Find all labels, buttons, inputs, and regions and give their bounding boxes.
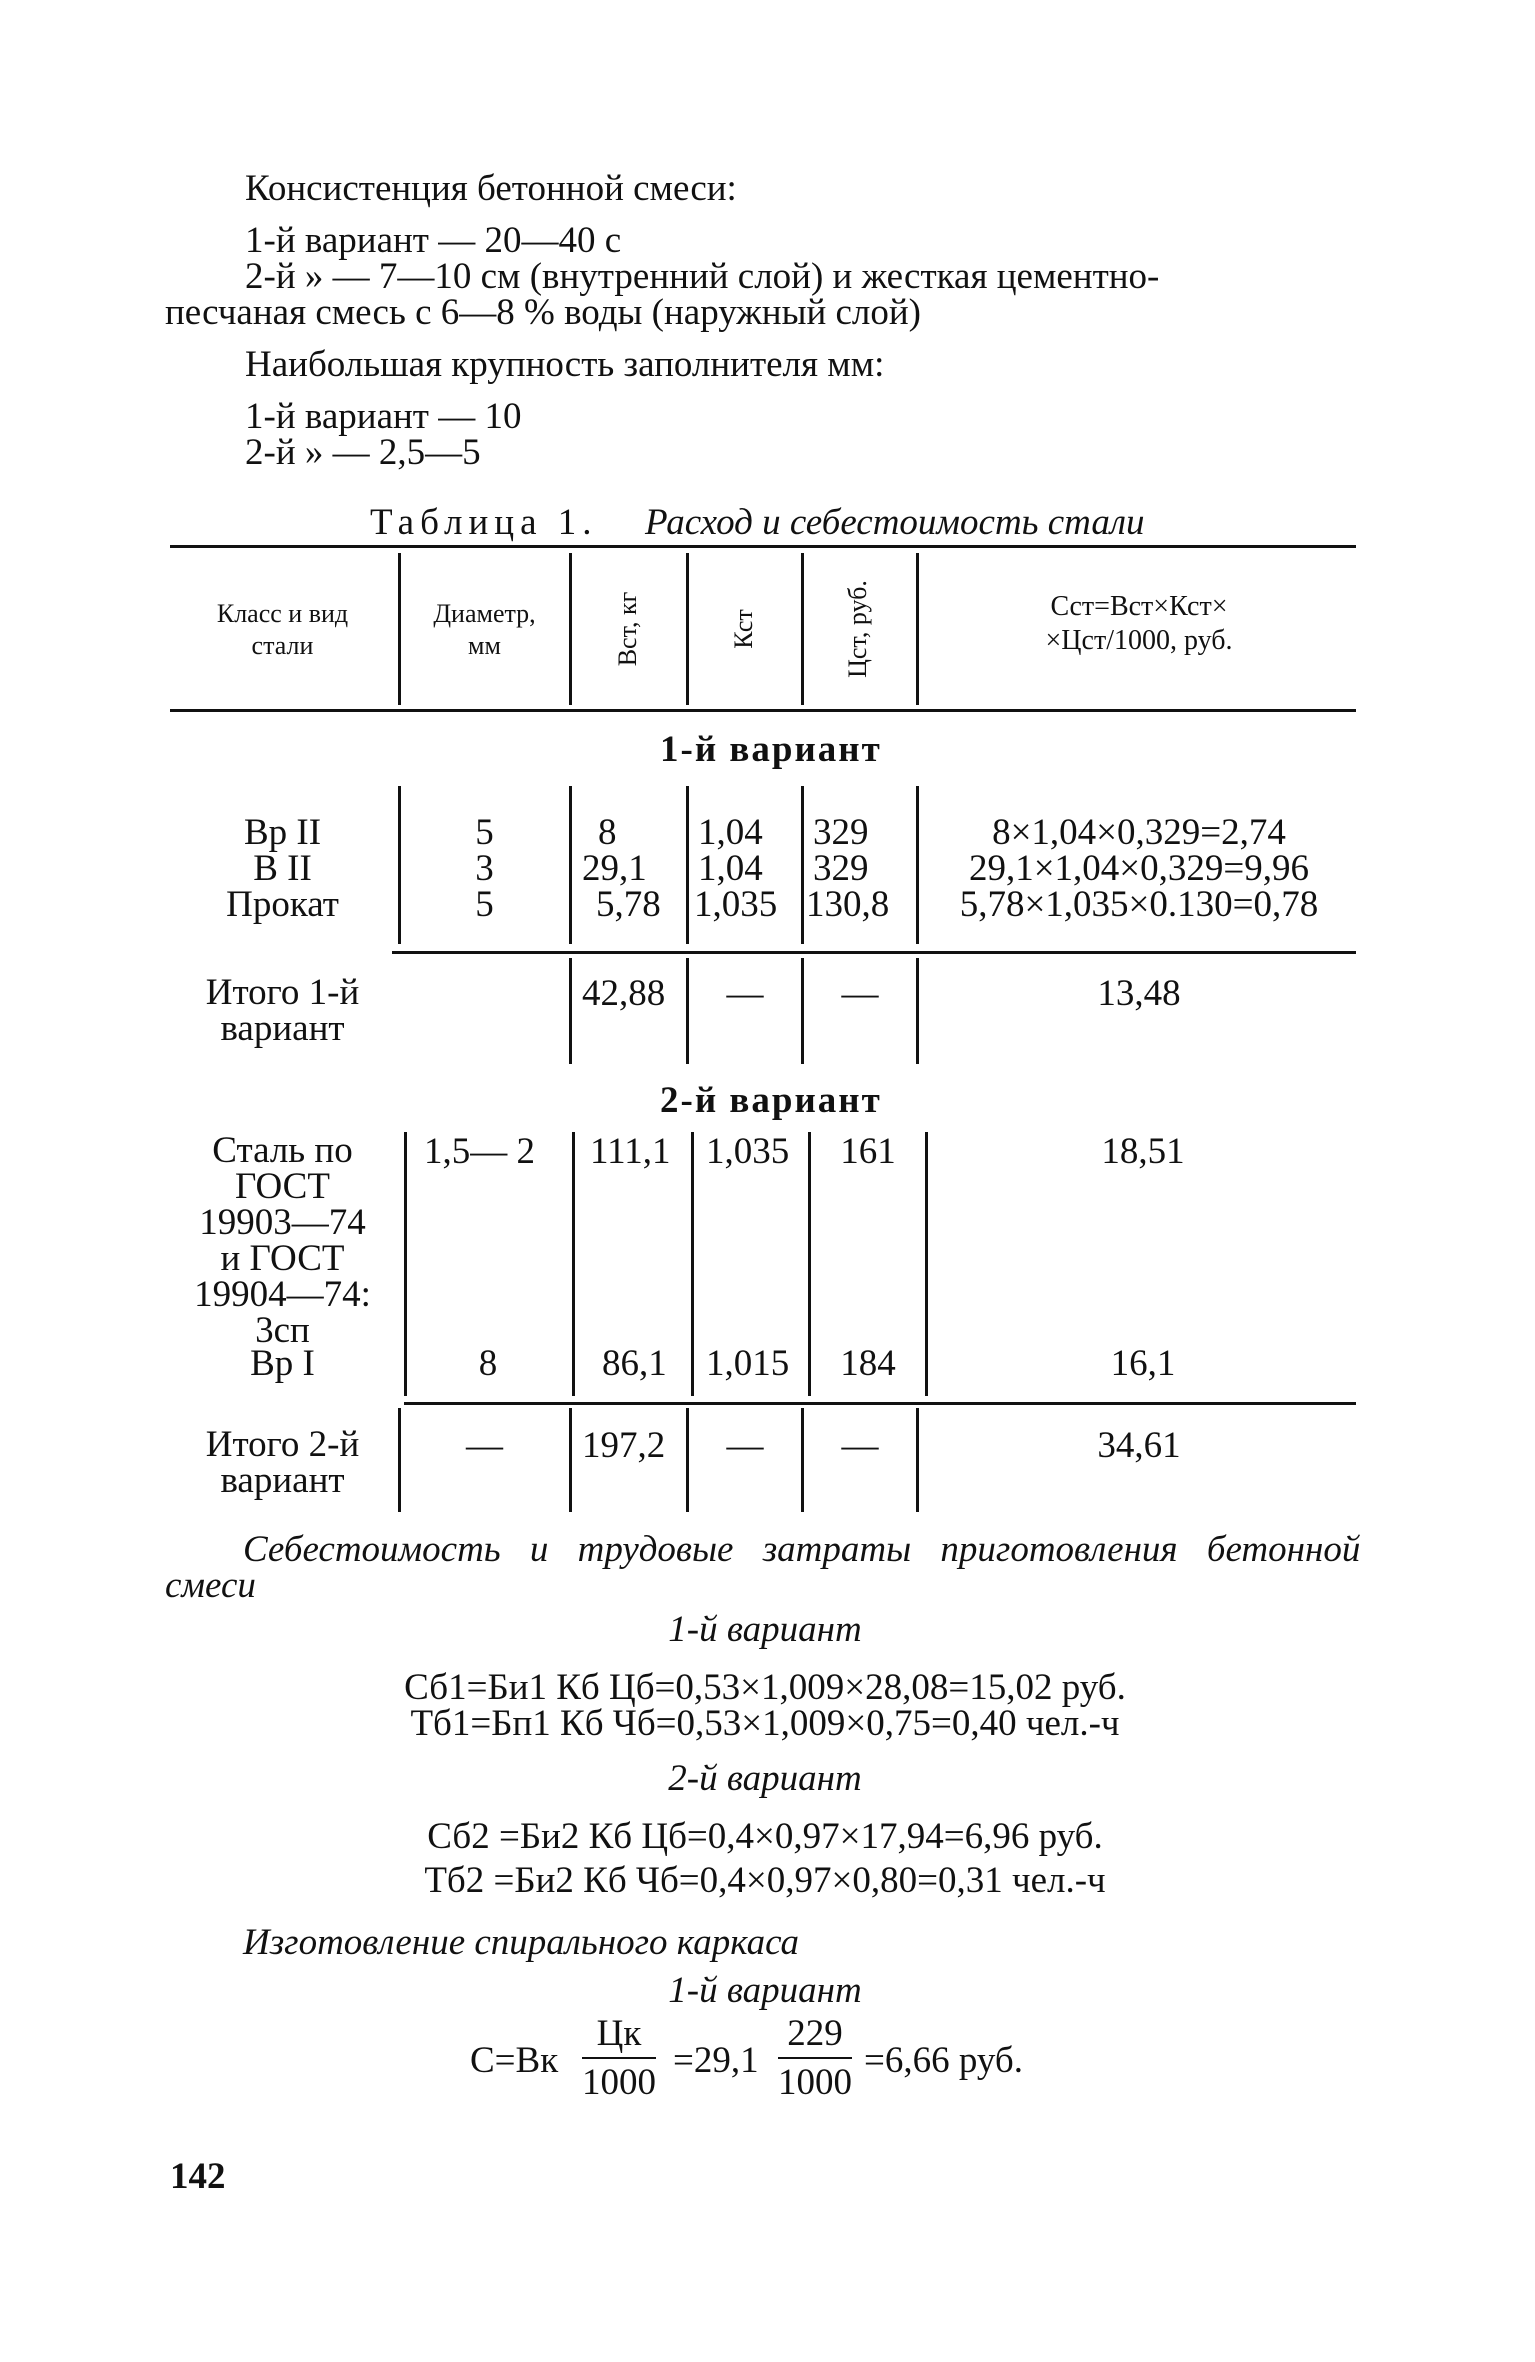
cell-class: Вр I: [250, 1343, 315, 1384]
header-price: Цст, руб.: [843, 580, 872, 678]
page-number: 142: [170, 2156, 226, 2197]
header-weight: Вст, кг: [613, 591, 642, 667]
header-diameter-l1: Диаметр,: [433, 599, 536, 628]
consistency-title: Консистенция бетонной смеси:: [245, 168, 737, 209]
cost-variant2-formula2: Тб2 =Би2 Кб Чб=0,4×0,97×0,80=0,31 чел.-ч: [424, 1860, 1106, 1901]
header-coef: Кст: [729, 609, 758, 649]
cell-price: 329: [813, 848, 869, 889]
aggregate-title: Наибольшая крупность заполнителя мм:: [245, 344, 885, 385]
column-divider: [686, 786, 689, 944]
header-divider: [398, 553, 401, 705]
total1-top-rule: [392, 951, 1356, 954]
total1-coef: —: [726, 973, 764, 1014]
table-caption-prefix: Таблица 1.: [370, 502, 598, 543]
spiral-formula-rhs: =6,66 руб.: [864, 2040, 1023, 2081]
total2-price: —: [841, 1425, 879, 1466]
cell-formula: 16,1: [1110, 1343, 1176, 1384]
cell-coef: 1,015: [706, 1343, 790, 1384]
cell-coef: 1,04: [698, 848, 763, 889]
cell-weight: 86,1: [602, 1343, 667, 1384]
fraction-denominator: 1000: [778, 2062, 852, 2103]
header-divider: [801, 553, 804, 705]
header-formula: [922, 590, 1356, 658]
header-formula-l1: Сст=Вст×Кст×: [1050, 591, 1228, 622]
total1-price: —: [841, 973, 879, 1014]
variant2-consistency-line2: песчаная смесь с 6—8 % воды (наружный слой): [165, 292, 922, 333]
cell-class: Прокат: [226, 884, 339, 925]
column-divider: [398, 786, 401, 944]
cell-class-line: и ГОСТ: [220, 1238, 345, 1279]
column-divider: [925, 1132, 928, 1396]
header-formula-l2: ×Цст/1000, руб.: [1045, 625, 1233, 656]
cell-formula: 5,78×1,035×0.130=0,78: [959, 884, 1319, 925]
total1-label: [170, 972, 395, 1049]
cell-class: Вр II: [243, 812, 322, 853]
cell-price: 130,8: [806, 884, 890, 925]
cost-variant1-title: 1-й вариант: [668, 1609, 862, 1650]
cell-class-line: 19903—74: [199, 1202, 366, 1243]
cell-weight: 8: [598, 812, 617, 853]
spiral-formula-lhs: С=Вк: [470, 2040, 559, 2081]
header-class: [170, 598, 395, 662]
cell-diameter: 5: [475, 884, 494, 925]
column-divider: [398, 1408, 401, 1512]
cell-price: 329: [813, 812, 869, 853]
column-divider: [916, 1408, 919, 1512]
header-diameter-l2: мм: [468, 631, 501, 660]
cell-diameter: 1,5— 2: [424, 1131, 535, 1172]
cell-class-multiline: [170, 1130, 395, 1351]
cell-formula: 29,1×1,04×0,329=9,96: [968, 848, 1310, 889]
cost-variant1-formula1: Сб1=Би1 Кб Цб=0,53×1,009×28,08=15,02 руб.: [404, 1667, 1126, 1708]
cell-diameter: 8: [478, 1343, 498, 1384]
cell-class-line: ГОСТ: [235, 1166, 330, 1207]
header-bottom-rule: [170, 709, 1356, 712]
column-divider: [572, 1132, 575, 1396]
column-divider: [569, 786, 572, 944]
header-divider: [916, 553, 919, 705]
cell-price: 161: [840, 1131, 896, 1172]
table-top-rule: [170, 545, 1356, 548]
variant2-consistency-line1: 2-й » — 7—10 см (внутренний слой) и жесткая цементно-: [245, 256, 1160, 297]
fraction-denominator: 1000: [582, 2062, 656, 2103]
total2-label-l2: вариант: [220, 1460, 345, 1501]
cell-coef: 1,035: [706, 1131, 790, 1172]
cell-coef: 1,04: [698, 812, 763, 853]
spiral-fraction-2: [778, 2012, 852, 2104]
cell-formula: 8×1,04×0,329=2,74: [992, 812, 1286, 853]
spiral-formula-mid: =29,1: [673, 2040, 759, 2081]
cost-variant2-formula1: Сб2 =Би2 Кб Цб=0,4×0,97×17,94=6,96 руб.: [427, 1816, 1103, 1857]
fraction-bar: [582, 2057, 656, 2059]
total2-label-l1: Итого 2-й: [205, 1424, 360, 1465]
section-variant1: 1-й вариант: [660, 729, 882, 770]
total1-weight: 42,88: [582, 973, 666, 1014]
spiral-fraction-1: [582, 2012, 656, 2104]
cell-class-line: Сталь по: [212, 1130, 353, 1171]
total2-coef: —: [726, 1425, 764, 1466]
cell-weight: 29,1: [582, 848, 647, 889]
column-divider: [404, 1132, 407, 1396]
spiral-variant1-title: 1-й вариант: [668, 1970, 862, 2011]
cell-price: 184: [840, 1343, 896, 1384]
header-class-l2: стали: [251, 631, 314, 660]
fraction-bar: [778, 2057, 852, 2059]
column-divider: [801, 958, 804, 1064]
table-caption-title: Расход и себестоимость стали: [645, 502, 1145, 543]
cell-formula: 18,51: [1101, 1131, 1185, 1172]
column-divider: [686, 1408, 689, 1512]
column-divider: [916, 786, 919, 944]
cost-heading-line1: Себестоимость и трудовые затраты приготовления бетонной: [243, 1529, 1361, 1570]
total1-label-l1: Итого 1-й: [205, 972, 360, 1013]
cell-class-line: 19904—74:: [194, 1274, 371, 1315]
spiral-heading: Изготовление спирального каркаса: [243, 1922, 800, 1963]
total1-formula: 13,48: [1097, 973, 1181, 1014]
cell-diameter: 5: [475, 812, 494, 853]
column-divider: [801, 786, 804, 944]
header-class-l1: Класс и вид: [216, 599, 349, 628]
total1-label-l2: вариант: [220, 1008, 345, 1049]
fraction-numerator: 229: [787, 2013, 843, 2054]
cost-variant1-formula2: Тб1=Бп1 Кб Чб=0,53×1,009×0,75=0,40 чел.-ч: [410, 1703, 1120, 1744]
header-diameter: [402, 598, 567, 662]
cell-class: В II: [253, 848, 312, 889]
total2-diameter: —: [466, 1425, 503, 1466]
header-divider: [686, 553, 689, 705]
column-divider: [691, 1132, 694, 1396]
cost-heading-line2: смеси: [165, 1565, 256, 1606]
total2-weight: 197,2: [582, 1425, 666, 1466]
column-divider: [569, 1408, 572, 1512]
variant1-consistency: 1-й вариант — 20—40 с: [245, 220, 622, 261]
total2-label: [170, 1424, 395, 1501]
cell-diameter: 3: [475, 848, 494, 889]
total2-formula: 34,61: [1097, 1425, 1181, 1466]
cell-coef: 1,035: [694, 884, 778, 925]
section-variant2: 2-й вариант: [660, 1080, 882, 1121]
variant1-aggregate: 1-й вариант — 10: [245, 396, 522, 437]
cost-variant2-title: 2-й вариант: [668, 1758, 862, 1799]
column-divider: [808, 1132, 811, 1396]
column-divider: [801, 1408, 804, 1512]
variant2-aggregate: 2-й » — 2,5—5: [245, 432, 481, 473]
cell-class-line: 3сп: [255, 1310, 310, 1351]
total2-top-rule: [404, 1402, 1356, 1405]
fraction-numerator: Цк: [596, 2013, 642, 2054]
column-divider: [569, 958, 572, 1064]
header-divider: [569, 553, 572, 705]
column-divider: [686, 958, 689, 1064]
cell-weight: 111,1: [590, 1131, 671, 1172]
column-divider: [916, 958, 919, 1064]
cell-weight: 5,78: [596, 884, 661, 925]
